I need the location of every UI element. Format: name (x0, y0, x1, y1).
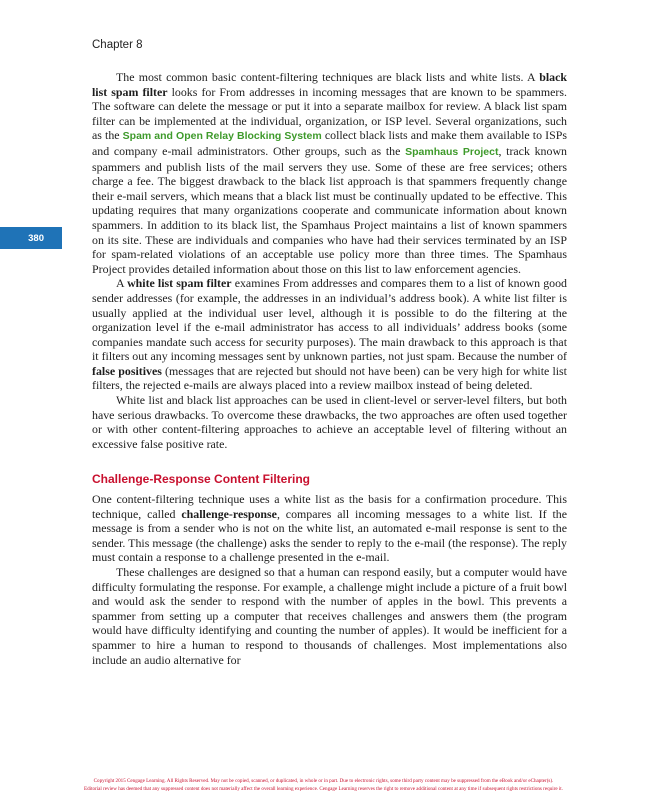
body-text (92, 70, 567, 667)
paragraph-white-list: A white list spam filter examines From addresses and compares them to a list of known good sender addresses (for example, the addresses in an individual’s address book). A white list filter is usually applied at the individual user level, although it is possible to do the filtering at the organization level if the e-mail administrator has access to all individuals’ address books (some companies mandate such access for security purposes). The main drawback to this approach is that it filters out any incoming messages sent by unknown parties, not just spam. Because the number of false positives (messages that are rejected but should not have been) can be very high for white list filters, the rejected e-mails are always placed into a review mailbox instead of being deleted. (92, 276, 568, 393)
term-false-positives: false positives (92, 363, 162, 378)
link-spamhaus-project[interactable]: Spamhaus Project (405, 145, 499, 158)
paragraph-black-list: The most common basic content-filtering techniques are black lists and white lists. A black list spam filter looks for From addresses in incoming messages that are known to be spammers. The software can delete the message or put it into a separate mailbox for review. A black list spam filter can be implemented at the individual, organization, or ISP level. Several organizations, such as the Spam and Open Relay Blocking System collect black lists and make them available to ISPs and company e-mail administrators. Other groups, such as the Spamhaus Project, track known spammers and publish lists of the mail servers they use. Some of these are free services; others charge a fee. The biggest drawback to the black list approach is that spammers frequently change their e-mail servers, which means that a black list must be continually updated to be effective. This updating requires that many organizations cooperate and communicate information about known spammers. In addition to its black list, the Spamhaus Project maintains a list of known spammers on its site. These are individuals and companies who have had their services terminated by an ISP for spam-related violations of an acceptable use policy more than three times. The Spamhaus Project provides detailed information about those on this list to law enforcement agencies. (92, 70, 567, 276)
copyright-footer (18, 777, 629, 793)
term-black-list-spam-filter: black list spam filter (92, 70, 567, 99)
link-spam-open-relay-blocking-system[interactable]: Spam and Open Relay Blocking System (122, 130, 322, 143)
term-challenge-response: challenge-response (181, 506, 277, 521)
paragraph-challenge-response: One content-filtering technique uses a white list as the basis for a confirmation procedure. This technique, called challenge-response, compares all incoming messages to a white list. If the message is from a sender who is not on the white list, an automated e-mail response is sent to the sender. This message (the challenge) asks the sender to reply to the e-mail (the response). The reply must contain a response to a challenge presented in the e-mail. (92, 492, 567, 565)
term-white-list-spam-filter: white list spam filter (127, 276, 232, 291)
page-number-tab (0, 227, 62, 249)
chapter-header: Chapter 8 (92, 39, 143, 51)
page-number: 380 (28, 232, 44, 244)
footer-line-2: Editorial review has deemed that any suppressed content does not materially affect the overall learning experience. Cengage Learning reserves the right to remove additional content at any time if subsequent rights restrictions require it. (84, 786, 563, 792)
paragraph-challenges: These challenges are designed so that a human can respond easily, but a computer would have difficulty formulating the response. For example, a challenge might include a picture of a fruit bowl and would ask the sender to respond with the number of apples in the bowl. This prevents a spammer from setting up a computer that receives challenges and answers them (the program would have difficulty identifying and counting the number of apples). It would be inefficient for a spammer to hire a human to respond to thousands of challenges. Most implementations also include an audio alternative for (92, 565, 567, 667)
footer-line-1: Copyright 2015 Cengage Learning. All Rights Reserved. May not be copied, scanned, or duplicated, in whole or in part. Due to electronic rights, some third party content may be suppressed from the eBook and/or eChapter(s). (93, 778, 554, 784)
section-heading: Challenge-Response Content Filtering (92, 472, 311, 487)
paragraph-combined-approaches: White list and black list approaches can be used in client-level or server-level filters, but both have serious drawbacks. To overcome these drawbacks, the two approaches are often used together or with other content-filtering approaches to achieve an acceptable level of filtering without an excessive false positive rate. (92, 393, 567, 451)
